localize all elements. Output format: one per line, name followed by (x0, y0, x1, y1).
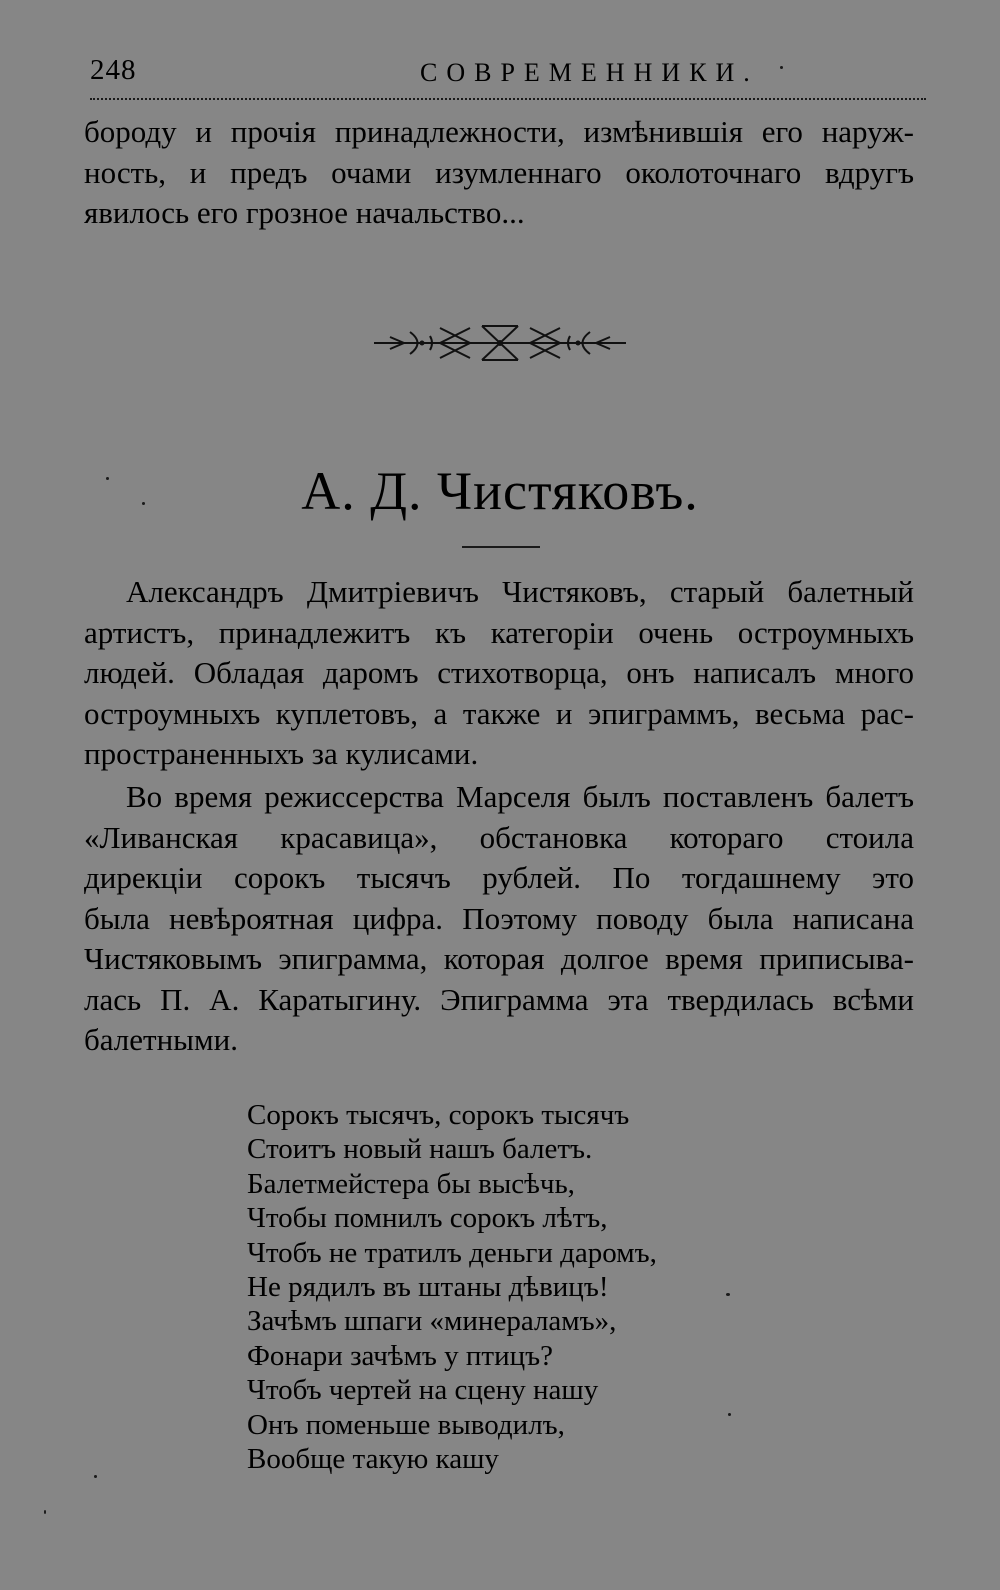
poem-line: Сорокъ тысячъ, сорокъ тысячъ (247, 1099, 630, 1131)
print-speck (780, 66, 783, 69)
text-line: остроумныхъ куплетовъ, а также и эпиграммъ, весьма рас- (84, 695, 914, 731)
poem-line: Зачѣмъ шпаги «минераламъ», (247, 1305, 617, 1338)
paragraph-1 (84, 572, 914, 775)
poem-line: Не рядилъ въ штаны дѣвицъ! (247, 1271, 609, 1304)
text-line: ность, и предъ очами изумленнаго околоточнаго вдругъ (84, 154, 914, 190)
poem-line: Балетмейстера бы высѣчь, (247, 1167, 575, 1200)
text-line: Александръ Дмитріевичъ Чистяковъ, старый балетный (126, 574, 914, 609)
print-speck (106, 477, 109, 480)
page-number: 248 (90, 54, 137, 86)
text-line: дирекціи сорокъ тысячъ рублей. По тогдашнему это (84, 860, 914, 895)
text-line: Чистяковымъ эпиграмма, которая долгое время приписыва- (84, 941, 914, 976)
print-speck (728, 1413, 731, 1416)
print-speck (94, 1475, 97, 1478)
text-line: артистъ, принадлежитъ къ категоріи очень остроумныхъ (84, 614, 914, 650)
text-line: явилось его грозное начальство... (84, 195, 525, 230)
running-title: СОВРЕМЕННИКИ. (420, 58, 759, 87)
ornament-divider-icon (370, 318, 630, 368)
print-speck (726, 1293, 730, 1296)
text-line: Во время режиссерства Марселя былъ поставленъ балетъ (126, 779, 914, 814)
title-rule (462, 546, 540, 548)
chapter-title: А. Д. Чистяковъ. (301, 461, 699, 521)
print-speck (44, 1510, 46, 1514)
running-head (90, 48, 926, 100)
text-line: балетными. (84, 1022, 238, 1057)
poem-line: Онъ поменьше выводилъ, (247, 1408, 565, 1441)
text-line: бороду и прочія принадлежности, измѣнившія его наруж- (84, 114, 914, 149)
print-speck (142, 502, 145, 505)
poem-line: Чтобы помнилъ сорокъ лѣтъ, (247, 1202, 608, 1235)
text-line: «Ливанская красавица», обстановка котораго стоила (84, 819, 914, 855)
poem-line: Чтобъ не тратилъ деньги даромъ, (247, 1236, 657, 1269)
text-line: лась П. А. Каратыгину. Эпиграмма эта твердилась всѣми (84, 981, 914, 1017)
poem-line: Вообще такую кашу (247, 1443, 499, 1476)
text-line: была невѣроятная цифра. Поэтому поводу была написана (84, 900, 914, 936)
paragraph-2 (84, 777, 914, 1061)
text-line: людей. Обладая даромъ стихотворца, онъ написалъ много (84, 655, 914, 690)
poem-line: Фонари зачѣмъ у птицъ? (247, 1339, 554, 1372)
poem-line: Чтобъ чертей на сцену нашу (247, 1374, 599, 1407)
poem-line: Стоитъ новый нашъ балетъ. (247, 1133, 593, 1166)
text-line: пространенныхъ за кулисами. (84, 736, 479, 771)
epigram-poem (247, 1098, 767, 1476)
previous-section-text (84, 112, 914, 234)
